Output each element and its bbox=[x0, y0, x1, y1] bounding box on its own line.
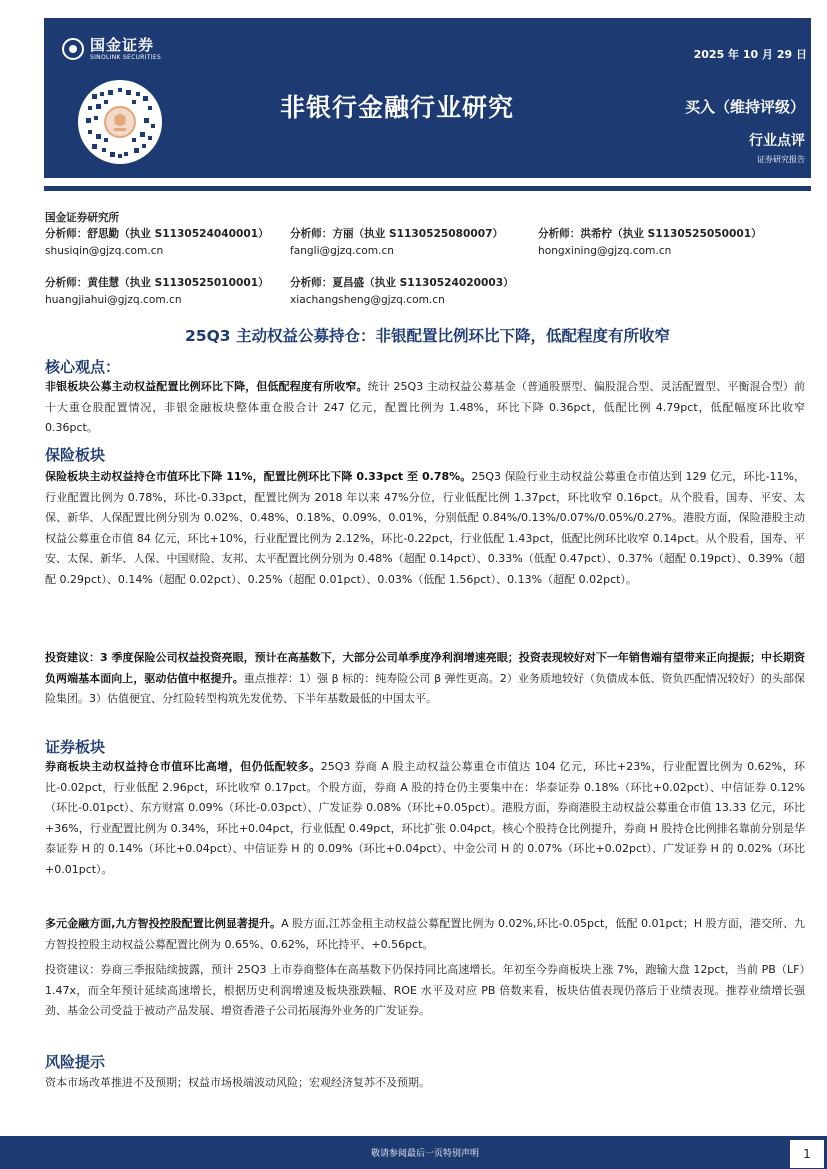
core-heading: 核心观点： bbox=[45, 358, 121, 376]
analyst-4-label: 分析师：黄佳慧（执业 S1130525010001） bbox=[45, 277, 269, 289]
securities-paragraph bbox=[45, 757, 805, 880]
insurance-paragraph bbox=[45, 467, 805, 590]
insurance-advice-bold: 投资建议：3 季度保险公司权益投资亮眼，预计在高基数下，大部分公司单季度净利润增速亮眼；投资表现较好对下一年销售端有望带来正向提振；中长期资负两端基本面向上，驱动估值中枢提升。 bbox=[45, 651, 805, 685]
insurance-advice-text: 重点推荐：1）强 β 标的：纯寿险公司 β 弹性更高。2）业务质地较好（负债成本低、资负匹配情况较好）的头部保险集团。3）估值便宜、分红险转型构筑先发优势、下半年基数最低的中国太平。 bbox=[45, 671, 805, 705]
analyst-2-email[interactable]: fangli@gjzq.com.cn bbox=[290, 245, 394, 257]
insurance-text: 25Q3 保险行业主动权益公募重仓市值达到 129 亿元，环比-11%，行业配置比例为 0.78%，环比-0.33pct，配置比例为 2018 年以来 47%分位，行业低配比例 1.37pct，环比收窄 0.16pct。从个股看，国寿、平安、太保、新华、人保配置比例分别为 0.02%、0.48%、0.18%、0.09%、0.01%，分别低配 0.84%/0.13%/0.07%/0.05%/0.27%。港股方面，保险港股主动权益公募重仓市值 84 亿元，环比+10%，行业配置比例为 2.12%，环比-0.22pct，行业低配 1.43pct，低配比例环比收窄 0.14pct。从个股看，国寿、平安、太保、新华、人保、中国财险、友邦、太平配置比例分别为 0.48%（超配 0.14pct）、0.33%（低配 0.47pct）、0.37%（超配 0.19pct）、0.39%（超配 0.29pct）、0.14%（超配 0.02pct）、0.25%（超配 0.01pct）、0.03%（低配 1.56pct）、0.13%（超配 0.02pct）。 bbox=[45, 470, 805, 586]
core-text: 统计 25Q3 主动权益公募基金（普通股票型、偏股混合型、灵活配置型、平衡混合型）前十大重仓股配置情况，非银金融板块整体重仓股合计 247 亿元，配置比例为 1.48%，环比下降 0.36pct，低配比例 4.79pct，低配幅度环比收窄 0.36pct。 bbox=[45, 380, 805, 434]
core-bold: 非银板块公募主动权益配置比例环比下降，但低配程度有所收窄。 bbox=[45, 380, 368, 393]
logo-cn: 国金证券 bbox=[90, 35, 155, 54]
multi-finance-paragraph bbox=[45, 914, 805, 955]
report-date: 2025 年 10 月 29 日 bbox=[693, 48, 807, 61]
analyst-3-label: 分析师：洪希柠（执业 S1130525050001） bbox=[538, 228, 762, 240]
analyst-2-label: 分析师：方丽（执业 S1130525080007） bbox=[290, 228, 504, 240]
logo-icon bbox=[62, 38, 84, 60]
insurance-heading: 保险板块 bbox=[45, 446, 106, 464]
analyst-3-email[interactable]: hongxining@gjzq.com.cn bbox=[538, 245, 672, 257]
insurance-advice bbox=[45, 648, 805, 710]
institute-name: 国金证券研究所 bbox=[45, 212, 120, 224]
report-type: 行业点评 bbox=[749, 133, 805, 149]
qr-code-icon bbox=[78, 80, 162, 164]
multi-finance-text: A 股方面,江苏金租主动权益公募配置比例为 0.02%,环比-0.05pct，低配 0.01pct；H 股方面，港交所、九方智投控股主动权益公募配置比例为 0.65%、0.62%，环比持平、+0.56pct。 bbox=[45, 917, 805, 951]
multi-finance-bold: 多元金融方面,九方智投控股配置比例显著提升。 bbox=[45, 917, 282, 930]
risk-heading: 风险提示 bbox=[45, 1053, 106, 1071]
analyst-5-label: 分析师：夏昌盛（执业 S1130524020003） bbox=[290, 277, 514, 289]
analyst-5-email[interactable]: xiachangsheng@gjzq.com.cn bbox=[290, 294, 445, 306]
securities-advice: 投资建议：券商三季报陆续披露，预计 25Q3 上市券商整体在高基数下仍保持同比高速增长。年初至今券商板块上涨 7%，跑输大盘 12pct，当前 PB（LF）1.47x，而全年预计延续高速增长，根据历史利润增速及板块涨跌幅、ROE 水平及对应 PB 倍数来看，板块估值表现仍落后于业绩表现。推荐业绩增长强劲、基金公司受益于被动产品发展、增资香港子公司拓展海外业务的广发证券。 bbox=[45, 963, 805, 1017]
analyst-1-label: 分析师：舒思勤（执业 S1130524040001） bbox=[45, 228, 269, 240]
analyst-4-email[interactable]: huangjiahui@gjzq.com.cn bbox=[45, 294, 182, 306]
securities-bold: 券商板块主动权益持仓市值环比高增，但仍低配较多。 bbox=[45, 760, 321, 773]
logo-en: SINOLINK SECURITIES bbox=[90, 53, 162, 61]
rating-label: 买入（维持评级） bbox=[684, 98, 805, 116]
report-title: 25Q3 主动权益公募持仓：非银配置比例环比下降，低配程度有所收窄 bbox=[185, 327, 670, 345]
page-title: 非银行金融行业研究 bbox=[280, 93, 515, 122]
securities-text: 25Q3 券商 A 股主动权益公募重仓市值达 104 亿元，环比+23%，行业配置比例为 0.62%，环比-0.02pct，行业低配 2.96pct，环比收窄 0.17pct。个股方面，券商 A 股的持仓仍主要集中在：华泰证券 0.18%（环比+0.02pct）、中信证券 0.12%（环比-0.01pct）、东方财富 0.09%（环比-0.03pct）、广发证券 0.08%（环比+0.05pct）。港股方面，券商港股主动权益公募重仓市值 13.33 亿元，环比+36%，行业配置比例为 0.34%，环比+0.04pct，行业低配 0.49pct，环比扩张 0.04pct。核心个股持仓比例提升，券商 H 股持仓比例排名靠前分别是华泰证券 H 的 0.14%（环比+0.04pct）、中信证券 H 的 0.09%（环比+0.04pct）、中金公司 H 的 0.07%（环比+0.02pct）、广发证券 H 的 0.02%（环比+0.01pct）。 bbox=[45, 760, 806, 876]
report-subtype: 证券研究报告 bbox=[757, 155, 805, 164]
analyst-1-email[interactable]: shusiqin@gjzq.com.cn bbox=[45, 245, 164, 257]
core-paragraph bbox=[45, 377, 805, 439]
header-divider bbox=[44, 186, 811, 191]
risk-text: 资本市场改革推进不及预期；权益市场极端波动风险；宏观经济复苏不及预期。 bbox=[45, 1076, 430, 1089]
page-number: 1 bbox=[790, 1140, 824, 1168]
insurance-bold: 保险板块主动权益持仓市值环比下降 11%，配置比例环比下降 0.33pct 至 0.78%。 bbox=[45, 470, 472, 483]
footer-note: 敬请参阅最后一页特别声明 bbox=[370, 1149, 479, 1159]
company-logo bbox=[62, 36, 161, 62]
securities-heading: 证券板块 bbox=[45, 738, 106, 756]
